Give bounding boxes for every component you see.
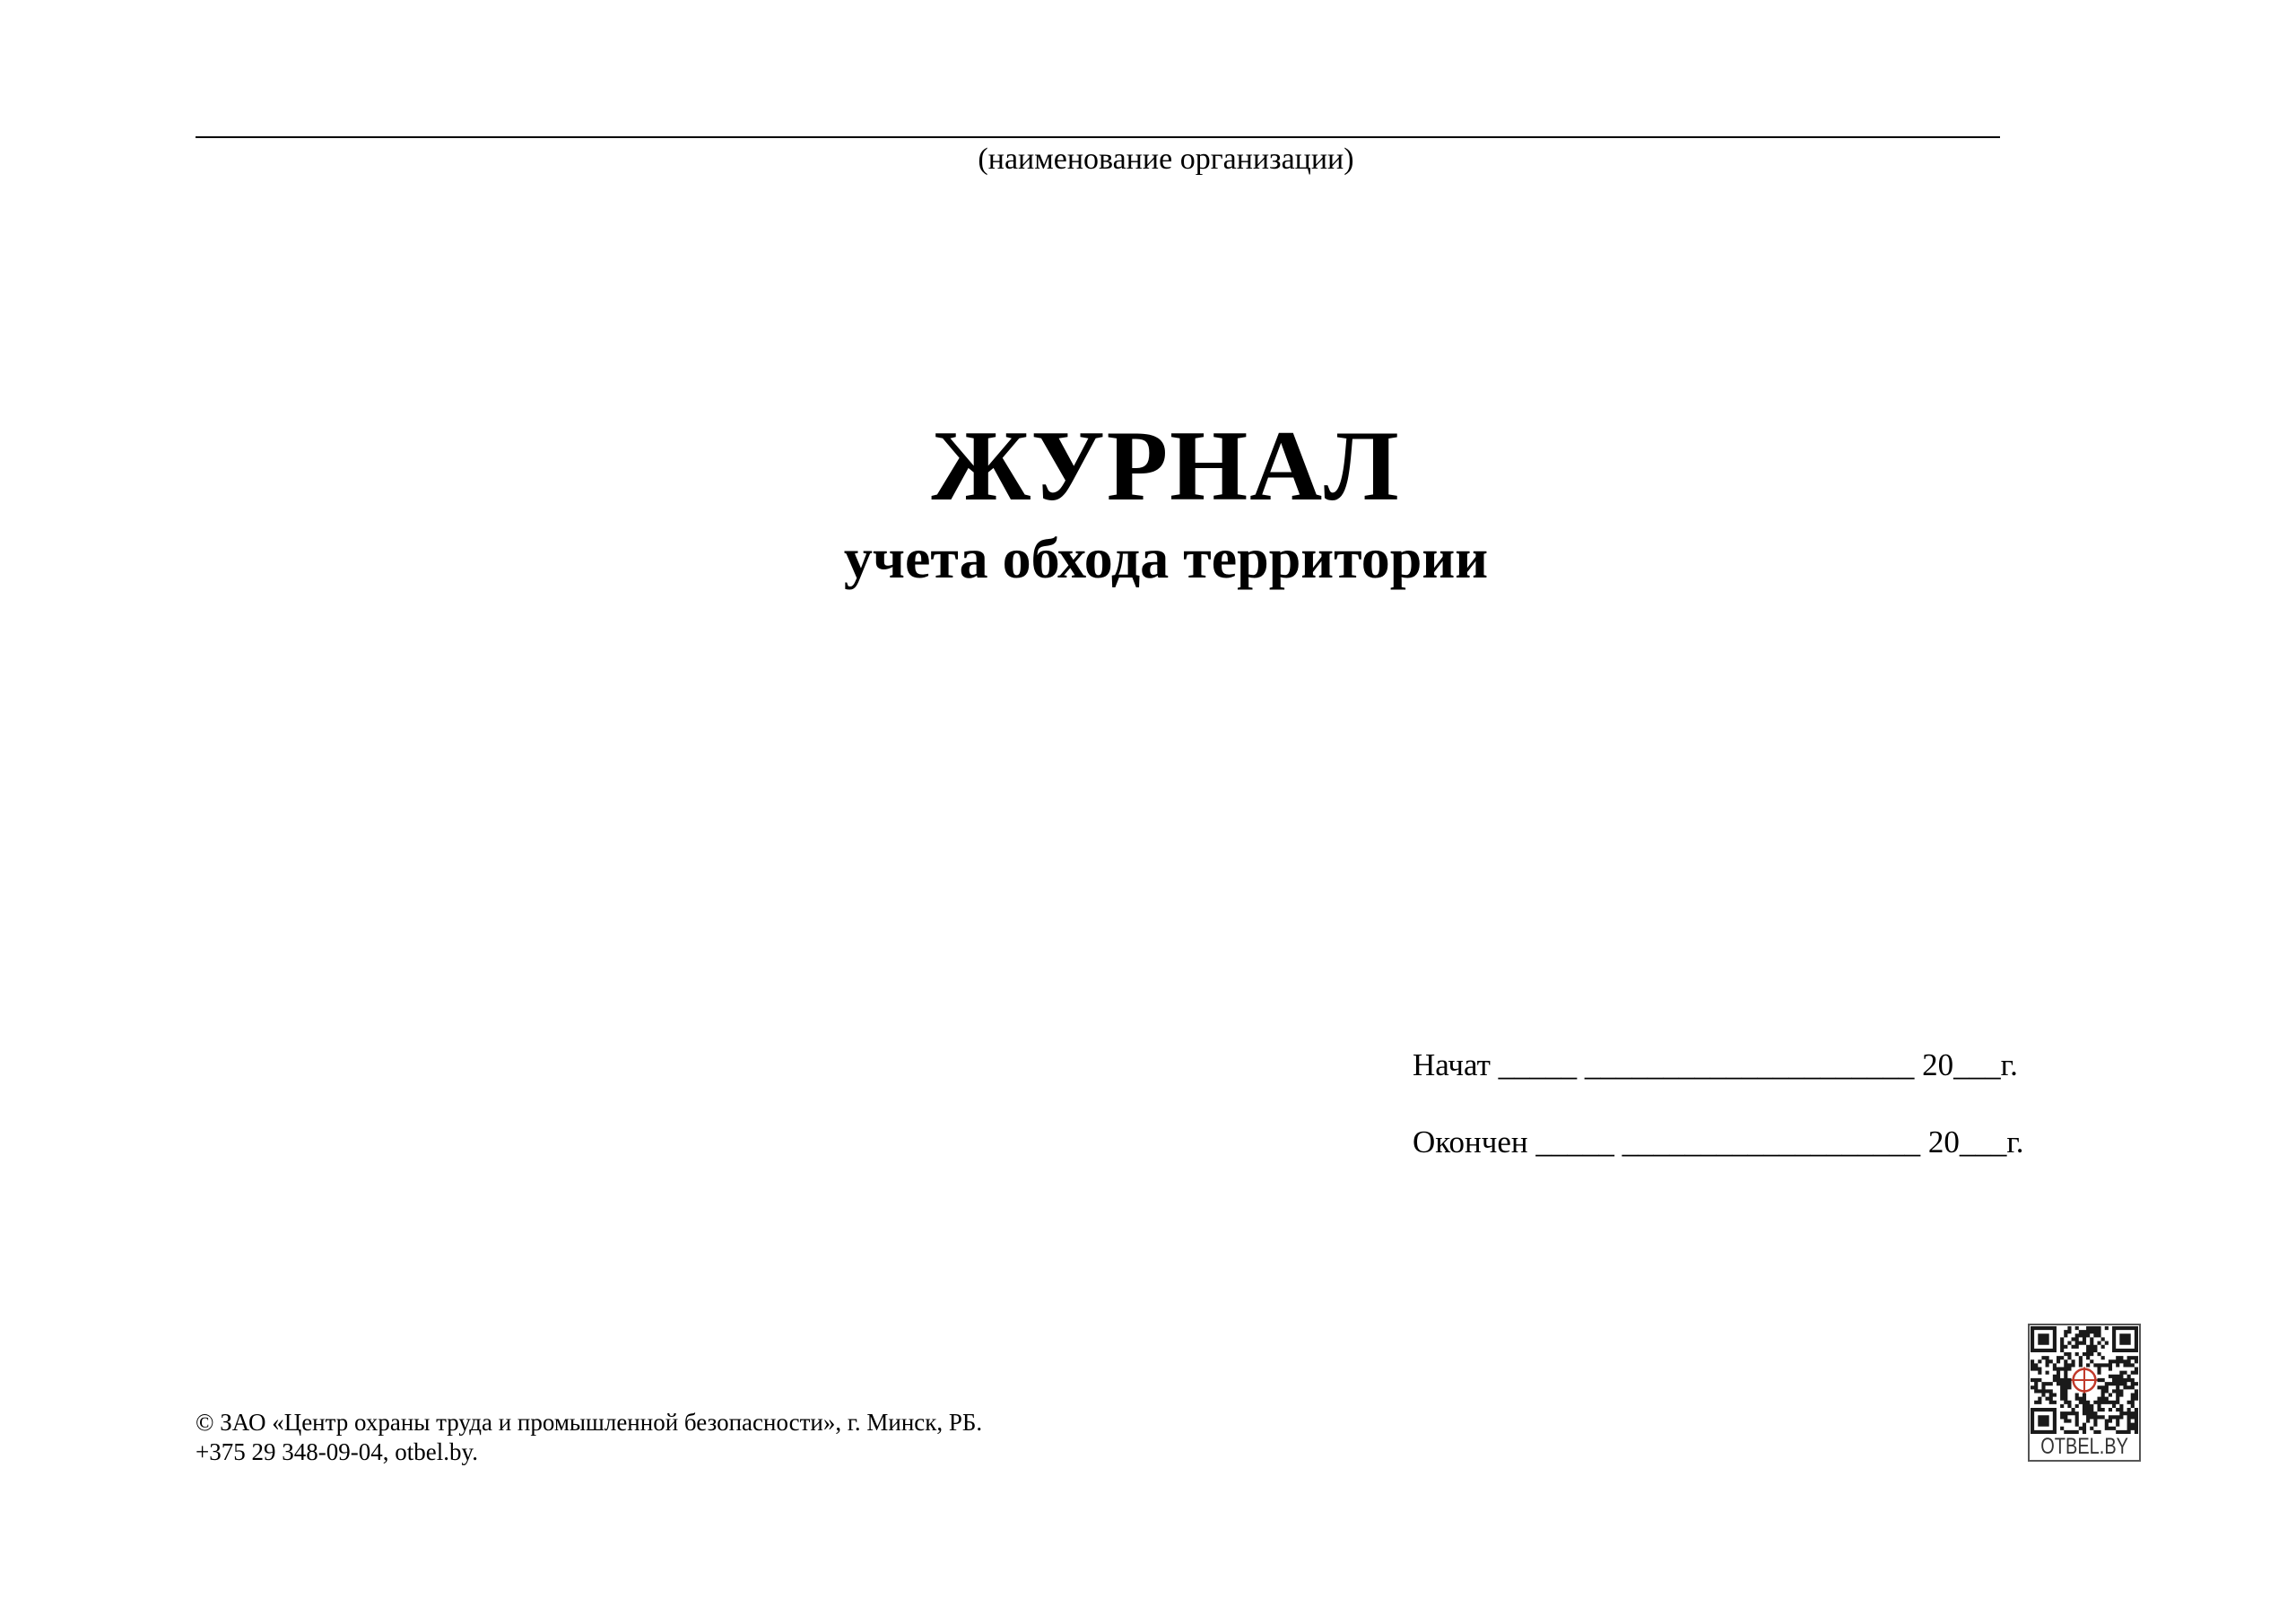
copyright-line: © ЗАО «Центр охраны труда и промышленной безопасности», г. Минск, РБ. <box>196 1409 983 1436</box>
qr-brand-label: OTBEL.BY <box>2040 1434 2129 1459</box>
qr-code-icon <box>2031 1326 2138 1434</box>
journal-title: ЖУРНАЛ <box>931 411 1401 522</box>
ended-date-line: Окончен _____ ___________________ 20___г. <box>1413 1125 2024 1159</box>
copyright-footer <box>196 1408 982 1467</box>
contact-line: +375 29 348-09-04, otbel.by. <box>196 1438 478 1465</box>
started-date-line: Начат _____ _____________________ 20___г. <box>1413 1047 2018 1082</box>
qr-code-logo <box>2028 1324 2141 1462</box>
organization-name-caption: (наименование организации) <box>978 143 1354 176</box>
organization-name-line <box>196 136 2000 138</box>
journal-subtitle: учета обхода территории <box>843 526 1489 590</box>
